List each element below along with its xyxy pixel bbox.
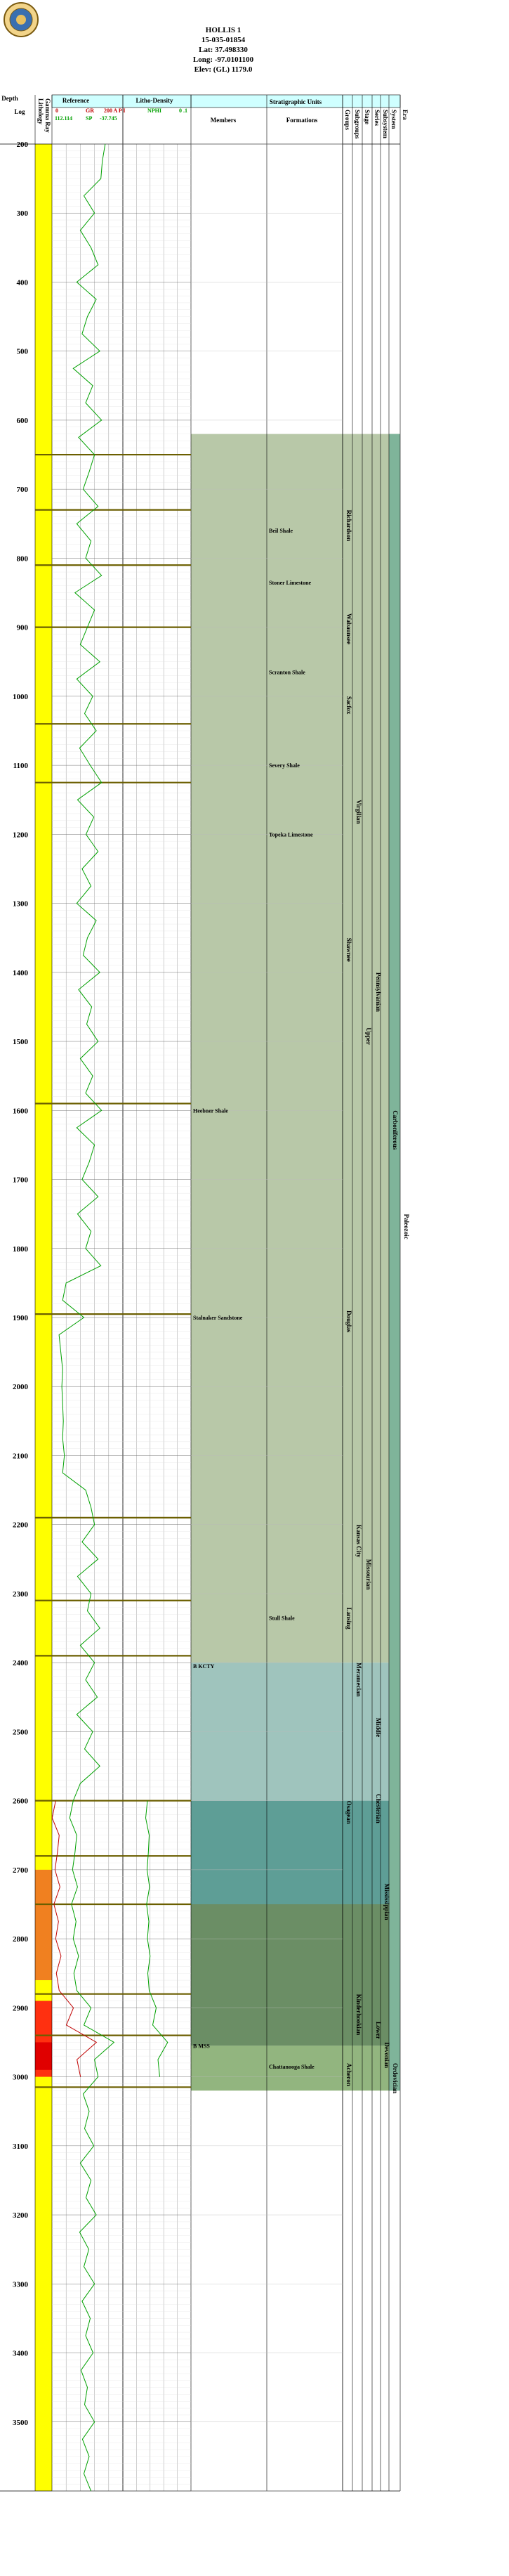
depth-tick-label: 2600 (13, 1797, 28, 1806)
stratigraphic-unit-label: Devonian (383, 2042, 390, 2068)
well-name: HOLLIS 1 (205, 26, 242, 34)
depth-tick-label: 1600 (13, 1107, 28, 1116)
formation-top-label: B MSS (193, 2043, 210, 2050)
latitude: Lat: 37.498330 (199, 46, 248, 54)
stratigraphic-unit-label: Lansing (345, 1607, 352, 1629)
gr-scale-left: 0 (55, 108, 58, 114)
formation-top-label: Heebner Shale (193, 1107, 228, 1114)
formation-top-label: Topeka Limestone (269, 831, 313, 838)
lithology-track (35, 144, 52, 2491)
api-number: 15-035-01854 (201, 36, 246, 44)
members-title: Members (210, 117, 237, 124)
kgs-seal-icon (4, 3, 38, 37)
stratigraphic-unit-label: Richardson (345, 509, 352, 542)
elevation: Elev: (GL) 1179.0 (194, 65, 253, 74)
depth-tick-label: 2800 (13, 1935, 28, 1944)
depth-tick-label: 300 (16, 209, 28, 219)
group-column-title: Groups (344, 110, 351, 130)
depth-tick-label: 1400 (13, 968, 28, 977)
depth-tick-label: 1100 (13, 762, 28, 771)
depth-tick-label: 2200 (13, 1521, 28, 1530)
depth-tick-label: 1500 (13, 1038, 28, 1047)
stratigraphic-unit-label: Chesterian (375, 1793, 382, 1823)
stratigraphic-unit-label: Upper (365, 1027, 372, 1045)
depth-tick-label: 600 (16, 416, 28, 425)
depth-tick-label: 1800 (13, 1244, 28, 1254)
group-column-title: Subgroups (354, 110, 361, 139)
formations-title: Formations (286, 117, 318, 124)
depth-title: Depth (1, 95, 18, 102)
stratigraphic-unit-label: Kansas City (355, 1524, 362, 1558)
depth-tick-label: 1900 (13, 1314, 28, 1322)
stratigraphic-unit-label: Osagean (345, 1800, 352, 1824)
depth-tick-label: 3500 (13, 2418, 28, 2427)
group-column-title: Series (374, 110, 381, 126)
depth-tick-label: 500 (16, 347, 28, 356)
formation-top-label: Scranton Shale (269, 669, 305, 676)
formation-top-label: Severy Shale (269, 762, 300, 769)
depth-tick-label: 200 (16, 141, 28, 149)
lithology-fill (35, 1870, 52, 1980)
depth-tick-label: 2000 (13, 1383, 28, 1392)
group-column-title: System (390, 110, 397, 129)
stratigraphic-unit-label: Carboniferous (392, 1110, 399, 1150)
depth-tick-label: 2400 (13, 1659, 28, 1668)
lithology-title: Lithology (37, 98, 44, 125)
lithodensity-title: Litho-Density (135, 97, 173, 104)
group-column-title: Stage (364, 110, 371, 124)
formation-top-label: B KCTY (193, 1663, 215, 1670)
stratigraphic-unit-label: Ordovician (392, 2062, 399, 2094)
formation-top-label: Beil Shale (269, 528, 293, 535)
stratigraphic-unit-label: Lower (375, 2022, 382, 2039)
depth-tick-label: 3400 (13, 2349, 28, 2358)
depth-tick-label: 1000 (13, 692, 28, 701)
gr-scale-mid: GR (86, 108, 94, 114)
depth-tick-label: 1300 (13, 899, 28, 909)
depth-tick-label: 2700 (13, 1866, 28, 1875)
sp-scale-left: 112.114 (55, 115, 73, 122)
stratigraphic-unit-label: Shawnee (345, 937, 352, 962)
depth-tick-label: 3200 (13, 2211, 28, 2220)
strat-band (191, 1904, 400, 2045)
stratigraphic-unit-label: Middle (375, 1717, 382, 1738)
group-column-title: Era (402, 110, 409, 120)
group-column-titles (344, 110, 409, 139)
depth-tick-label: 700 (16, 486, 28, 495)
depth-tick-label: 3000 (13, 2073, 28, 2082)
system-band (389, 434, 400, 2091)
strat-band (191, 1801, 400, 1904)
strat-band (191, 434, 400, 1663)
longitude: Long: -97.0101100 (192, 56, 254, 64)
strat-title: Stratigraphic Units (269, 98, 322, 105)
depth-tick-label: 3300 (13, 2280, 28, 2289)
stratigraphic-unit-label: Mississippian (383, 1883, 390, 1920)
depth-tick-label: 1200 (13, 831, 28, 840)
stratigraphic-unit-label: Sacfox (345, 696, 352, 715)
depth-tick-label: 3100 (13, 2142, 28, 2151)
gamma-title: Gamma Ray (44, 98, 51, 133)
formation-top-label: Stull Shale (269, 1615, 295, 1622)
group-column-title: Subsystem (382, 110, 389, 139)
gr-scale-right: 200 A P I (104, 108, 126, 114)
formation-top-label: Stoner Limestone (269, 579, 312, 586)
depth-tick-label: 2900 (13, 2004, 28, 2013)
reference-title: Reference (62, 97, 90, 104)
depth-tick-label: 1700 (13, 1176, 28, 1185)
stratigraphic-unit-label: Virgilian (355, 800, 362, 824)
nphi-scale-right: 0 .1 (179, 108, 187, 114)
formation-top-label: Stalnaker Sandstone (193, 1315, 243, 1321)
depth-tick-label: 2500 (13, 1728, 28, 1737)
stratigraphic-unit-label: Douglas (345, 1310, 352, 1333)
stratigraphic-unit-label: Missourian (365, 1559, 372, 1590)
depth-tick-label: 800 (16, 554, 28, 564)
formation-top-label: Chattanooga Shale (269, 2063, 315, 2070)
log-body (0, 95, 410, 2491)
depth-tick-label: 900 (16, 623, 28, 632)
stratigraphic-unit-label: Pennsylvanian (375, 972, 382, 1012)
stratigraphic-unit-label: Kinderhookian (355, 1993, 362, 2036)
depth-tick-label: 2100 (13, 1452, 28, 1461)
nphi-scale-mid: NPHI (147, 108, 161, 114)
depth-tick-label: 2300 (13, 1589, 28, 1599)
sp-scale-mid: SP (86, 115, 93, 122)
lithology-fill (35, 2042, 52, 2069)
sp-scale-right: -37.745 (100, 115, 117, 122)
depth-tick-label: 400 (16, 278, 28, 287)
stratigraphic-unit-label: Paleozoic (403, 1214, 410, 1240)
log-title: Log (14, 108, 25, 115)
stratigraphic-unit-label: Acheron (345, 2062, 352, 2086)
stratigraphic-unit-label: Meramecian (355, 1663, 362, 1697)
stratigraphic-unit-label: Wabaunsee (345, 613, 352, 645)
